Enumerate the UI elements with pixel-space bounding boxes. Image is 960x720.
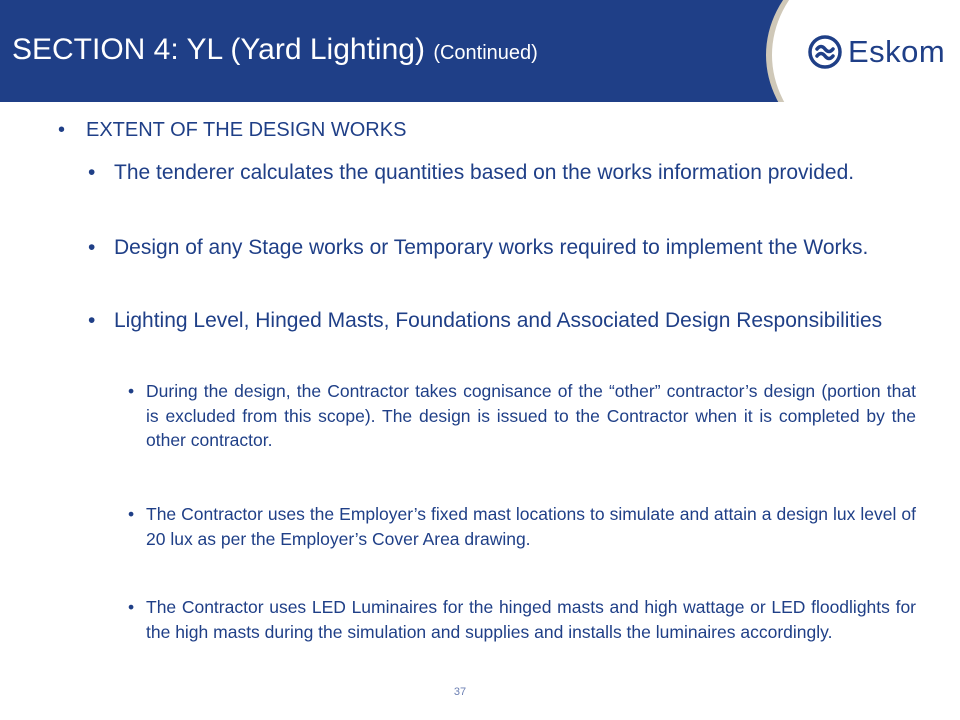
heading-bullet	[58, 116, 918, 144]
sub-list-item-text: The Contractor uses the Employer’s fixed mast locations to simulate and attain a design lux level of 20 lux as per the Employer’s Cover Area drawing.	[146, 504, 916, 549]
sub-list-item	[128, 379, 916, 453]
list-item	[88, 235, 916, 261]
bullet-icon: •	[88, 161, 96, 184]
bullet-icon: •	[88, 309, 96, 332]
bullet-icon: •	[128, 597, 135, 617]
bullet-icon: •	[88, 236, 96, 259]
slide-title-main: SECTION 4: YL (Yard Lighting)	[12, 33, 425, 66]
list-item-text: Design of any Stage works or Temporary works required to implement the Works.	[114, 236, 869, 259]
list-item-text: The tenderer calculates the quantities based on the works information provided.	[114, 161, 855, 184]
bullet-icon: •	[128, 504, 135, 524]
sub-list-item	[128, 502, 916, 551]
logo-text: Eskom	[848, 34, 946, 69]
page-number: 37	[453, 686, 467, 698]
sub-list-item	[128, 595, 916, 644]
sub-list-item-text: The Contractor uses LED Luminaires for the hinged masts and high wattage or LED floodlights for the high masts during the simulation and supplies and installs the luminaires accordingly.	[146, 597, 916, 642]
section-heading: EXTENT OF THE DESIGN WORKS	[86, 119, 407, 141]
slide-title-suffix: (Continued)	[433, 42, 538, 64]
list-item	[88, 308, 916, 334]
bullet-icon: •	[58, 119, 66, 141]
list-item	[88, 160, 916, 186]
list-item-text: Lighting Level, Hinged Masts, Foundations and Associated Design Responsibilities	[114, 309, 883, 332]
bullet-icon: •	[128, 381, 135, 401]
sub-list-item-text: During the design, the Contractor takes cognisance of the “other” contractor’s design (portion that is excluded from this scope). The design is issued to the Contractor when it is completed by the other contractor.	[146, 381, 916, 450]
